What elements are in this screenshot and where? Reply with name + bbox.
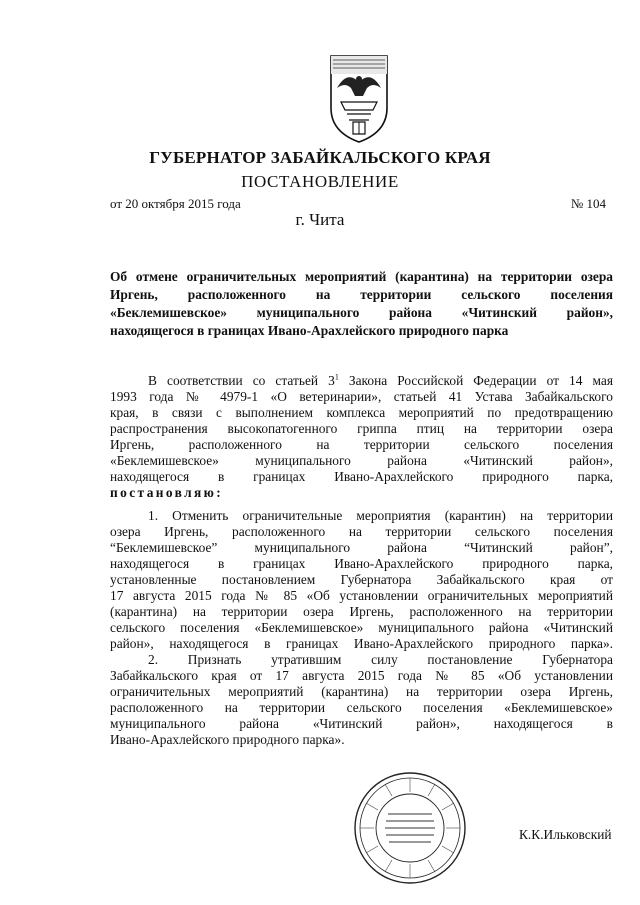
item1-line: установленные постановлением Губернатора Забайкальского края от xyxy=(110,572,613,587)
document-city: г. Чита xyxy=(295,210,345,229)
preamble-line: находящегося в границах Ивано-Арахлейского природного парка, xyxy=(110,469,613,484)
item1-line: сельского поселения «Беклемишевское» муниципального района «Читинский xyxy=(110,620,613,635)
preamble-line xyxy=(110,373,613,389)
preamble-text-pre: В соответствии со статьей 3 xyxy=(148,373,335,388)
document-heading xyxy=(110,268,613,340)
signatory-name: К.К.Ильковский xyxy=(519,827,612,842)
document-type: ПОСТАНОВЛЕНИЕ xyxy=(241,172,399,191)
item1-line: 17 августа 2015 года № 85 «Об установлении ограничительных мероприятий xyxy=(110,588,613,603)
item1-line: район», находящегося в границах Ивано-Арахлейского природного парка». xyxy=(110,636,613,651)
preamble-line: края, в связи с выполнением комплекса мероприятий по предотвращению xyxy=(110,405,613,420)
coat-of-arms-emblem xyxy=(327,52,391,144)
item2-line: Забайкальского края от 17 августа 2015 года № 85 «Об установлении xyxy=(110,668,613,683)
superscript: 1 xyxy=(334,372,339,382)
item2-line: Ивано-Арахлейского природного парка». xyxy=(110,732,345,747)
item1-line: “Беклемишевское” муниципального района “Читинский район”, xyxy=(110,540,613,555)
document-date: от 20 октября 2015 года xyxy=(110,196,241,211)
item1-line: озера Иргень, расположенного на территории сельского поселения xyxy=(110,524,613,539)
item1-line: (карантина) на территории озера Иргень, расположенного на территории xyxy=(110,604,613,619)
authority-title: ГУБЕРНАТОР ЗАБАЙКАЛЬСКОГО КРАЯ xyxy=(149,148,491,167)
preamble-line: 1993 года № 4979-1 «О ветеринарии», статьей 41 Устава Забайкальского xyxy=(110,389,613,404)
official-stamp xyxy=(352,770,468,886)
item1-line: 1. Отменить ограничительные мероприятия (карантин) на территории xyxy=(148,508,613,523)
preamble-line: распространения высокопатогенного гриппа птиц на территории озера xyxy=(110,421,613,436)
item2-line: муниципального района «Читинский район», находящегося в xyxy=(110,716,613,731)
heading-line: Иргень, расположенного на территории сельского поселения xyxy=(110,287,613,302)
heading-line: Об отмене ограничительных мероприятий (карантина) на территории озера xyxy=(110,269,613,284)
heading-line: «Беклемишевское» муниципального района «Читинский район», xyxy=(110,305,613,320)
item2-line: ограничительных мероприятий (карантина) на территории озера Иргень, xyxy=(110,684,613,699)
decree-word: постановляю: xyxy=(110,485,224,500)
preamble-line: Иргень, расположенного на территории сельского поселения xyxy=(110,437,613,452)
heading-line: находящегося в границах Ивано-Арахлейского природного парка xyxy=(110,323,509,338)
item1-line: находящегося в границах Ивано-Арахлейского природного парка, xyxy=(110,556,613,571)
preamble-line: «Беклемишевское» муниципального района «Читинский район», xyxy=(110,453,613,468)
preamble-text-post: Закона Российской Федерации от 14 мая xyxy=(338,373,613,388)
item2-line: 2. Признать утратившим силу постановление Губернатора xyxy=(148,652,613,667)
item2-line: расположенного на территории сельского поселения «Беклемишевское» xyxy=(110,700,613,715)
document-body xyxy=(110,373,613,748)
document-number: № 104 xyxy=(570,196,606,211)
